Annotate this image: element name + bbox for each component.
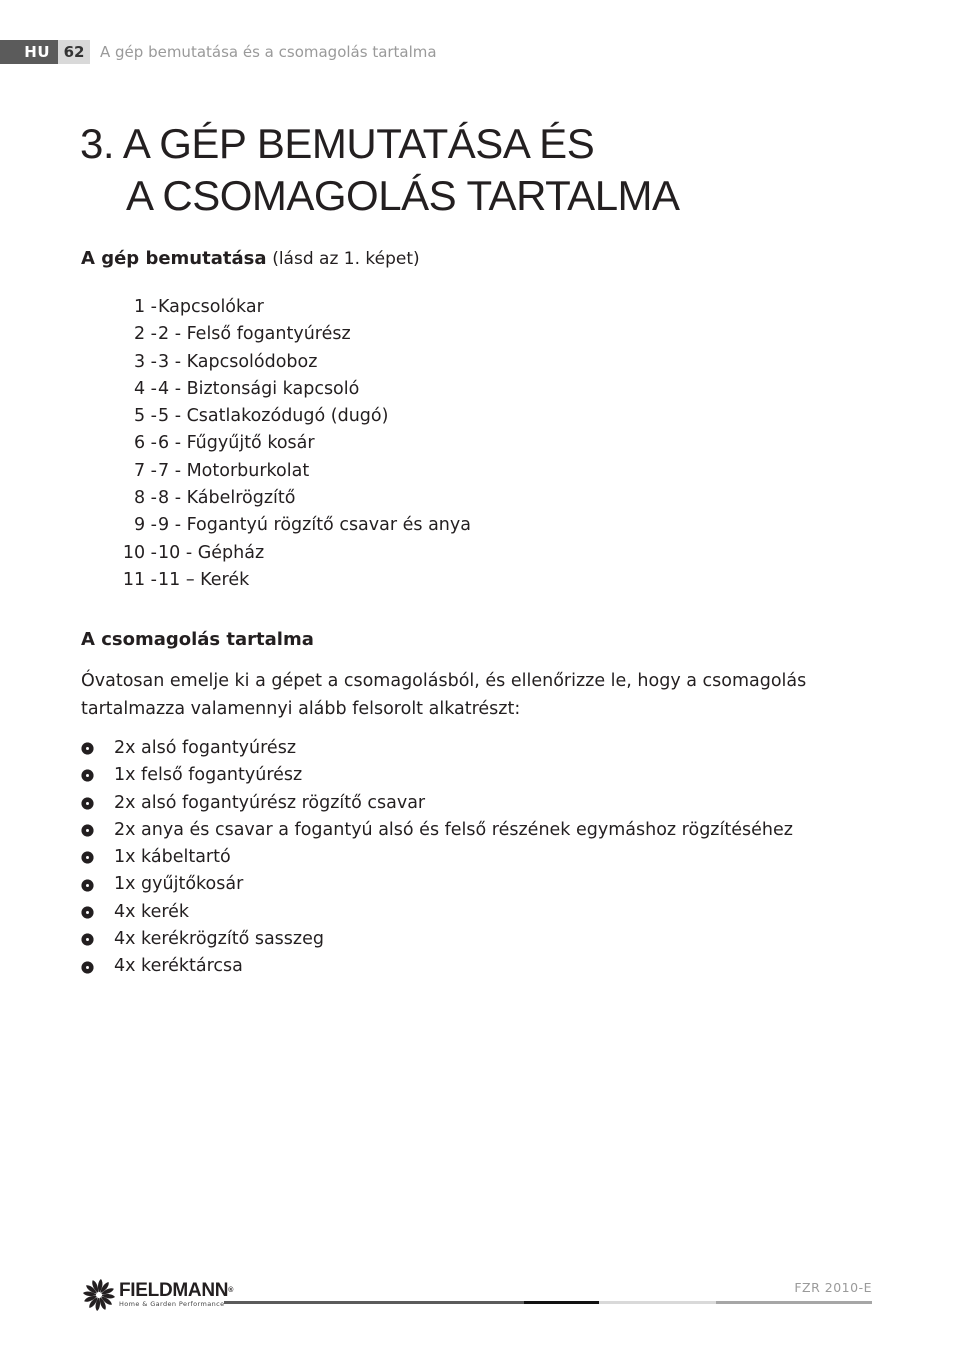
list-item-text: Kapcsolókar bbox=[158, 297, 264, 317]
list-item-text: 11 – Kerék bbox=[158, 569, 250, 590]
list-item-number: 2 - bbox=[133, 324, 157, 345]
list-item-number: 10 - bbox=[122, 542, 157, 563]
list-item bbox=[81, 458, 471, 485]
bullet-gear-icon bbox=[81, 961, 114, 974]
fan-logo-icon bbox=[82, 1278, 116, 1312]
brand-text bbox=[119, 1281, 233, 1309]
bullet-gear-icon bbox=[81, 824, 114, 837]
list-item-text: 3 - Kapcsolódoboz bbox=[158, 351, 318, 372]
list-item bbox=[81, 899, 793, 926]
list-item-text: 10 - Gépház bbox=[158, 542, 265, 563]
list-item-number: 9 - bbox=[133, 515, 157, 536]
list-item-number: 7 - bbox=[133, 460, 157, 481]
footer-rule-gray bbox=[224, 1301, 524, 1304]
list-item bbox=[81, 735, 793, 762]
list-item-number: 3 - bbox=[133, 351, 157, 372]
chapter-title bbox=[80, 118, 680, 222]
list-item-number: 8 - bbox=[133, 488, 157, 509]
footer-rule-black bbox=[524, 1301, 599, 1304]
list-item-text: 2x alsó fogantyúrész rögzítő csavar bbox=[114, 792, 426, 813]
list-item bbox=[81, 567, 471, 594]
list-item-number: 4 - bbox=[133, 378, 157, 399]
list-item bbox=[81, 403, 471, 430]
list-item bbox=[81, 844, 793, 871]
section-heading-package bbox=[81, 629, 314, 650]
model-number: FZR 2010-E bbox=[794, 1280, 872, 1295]
package-intro-paragraph: Óvatosan emelje ki a gépet a csomagolásból, és ellenőrizze le, hogy a csomagolás tartalmazza valamennyi alább felsorolt alkatrészt: bbox=[81, 671, 807, 719]
list-item-text: 4x keréktárcsa bbox=[114, 956, 243, 977]
bullet-gear-icon bbox=[81, 879, 114, 892]
bullet-gear-icon bbox=[81, 906, 114, 919]
parts-list bbox=[81, 294, 471, 594]
list-item bbox=[81, 871, 793, 898]
list-item bbox=[81, 321, 471, 348]
list-item-number: 5 - bbox=[133, 406, 157, 427]
bullet-gear-icon bbox=[81, 769, 114, 782]
list-item bbox=[81, 485, 471, 512]
list-item bbox=[81, 790, 793, 817]
list-item bbox=[81, 349, 471, 376]
list-item-text: 1x felső fogantyúrész bbox=[114, 765, 303, 786]
list-item-text: 1x kábeltartó bbox=[114, 847, 231, 868]
list-item-text: 4 - Biztonsági kapcsoló bbox=[158, 378, 360, 399]
chapter-title-line2: A CSOMAGOLÁS TARTALMA bbox=[126, 172, 680, 219]
list-item-text: 1x gyűjtőkosár bbox=[114, 874, 244, 895]
list-item-text: 7 - Motorburkolat bbox=[158, 460, 310, 481]
list-item-text: 5 - Csatlakozódugó (dugó) bbox=[158, 406, 389, 427]
page-header bbox=[0, 40, 437, 64]
section-heading-machine-text: A gép bemutatása bbox=[81, 248, 267, 269]
package-contents-list bbox=[81, 735, 793, 981]
list-item-text: 8 - Kábelrögzítő bbox=[158, 488, 296, 509]
section-heading-note: (lásd az 1. képet) bbox=[272, 249, 420, 269]
fieldmann-logo bbox=[82, 1278, 233, 1312]
brand-name: FIELDMANN® bbox=[119, 1280, 234, 1301]
list-item-number: 11 - bbox=[122, 569, 157, 590]
list-item bbox=[81, 953, 793, 980]
list-item bbox=[81, 540, 471, 567]
list-item bbox=[81, 762, 793, 789]
list-item bbox=[81, 512, 471, 539]
list-item-text: 6 - Fűgyűjtő kosár bbox=[158, 433, 315, 454]
list-item-text: 9 - Fogantyú rögzítő csavar és anya bbox=[158, 515, 471, 536]
list-item bbox=[81, 430, 471, 457]
chapter-title-line1: 3. A GÉP BEMUTATÁSA ÉS bbox=[80, 120, 595, 167]
list-item-number: 1 - bbox=[133, 297, 157, 317]
list-item-text: 4x kerék bbox=[114, 901, 190, 922]
brand-tagline: Home & Garden Performance bbox=[119, 1300, 225, 1308]
footer-rule-light bbox=[599, 1301, 716, 1304]
section-heading-machine bbox=[81, 248, 420, 269]
list-item bbox=[81, 817, 793, 844]
list-item-text: 2 - Felső fogantyúrész bbox=[158, 324, 351, 345]
list-item bbox=[81, 376, 471, 403]
section-heading-package-text: A csomagolás tartalma bbox=[81, 629, 314, 650]
list-item bbox=[81, 926, 793, 953]
bullet-gear-icon bbox=[81, 797, 114, 810]
language-badge: HU bbox=[0, 40, 58, 64]
list-item bbox=[81, 294, 471, 321]
bullet-gear-icon bbox=[81, 933, 114, 946]
page-number: 62 bbox=[58, 40, 90, 64]
list-item-text: 4x kerékrögzítő sasszeg bbox=[114, 929, 324, 950]
bullet-gear-icon bbox=[81, 742, 114, 755]
list-item-number: 6 - bbox=[133, 433, 157, 454]
bullet-gear-icon bbox=[81, 851, 114, 864]
running-title: A gép bemutatása és a csomagolás tartalma bbox=[100, 43, 437, 61]
list-item-text: 2x anya és csavar a fogantyú alsó és felső részének egymáshoz rögzítéséhez bbox=[114, 819, 793, 840]
footer-rule-mid bbox=[716, 1301, 872, 1304]
list-item-text: 2x alsó fogantyúrész bbox=[114, 738, 297, 758]
